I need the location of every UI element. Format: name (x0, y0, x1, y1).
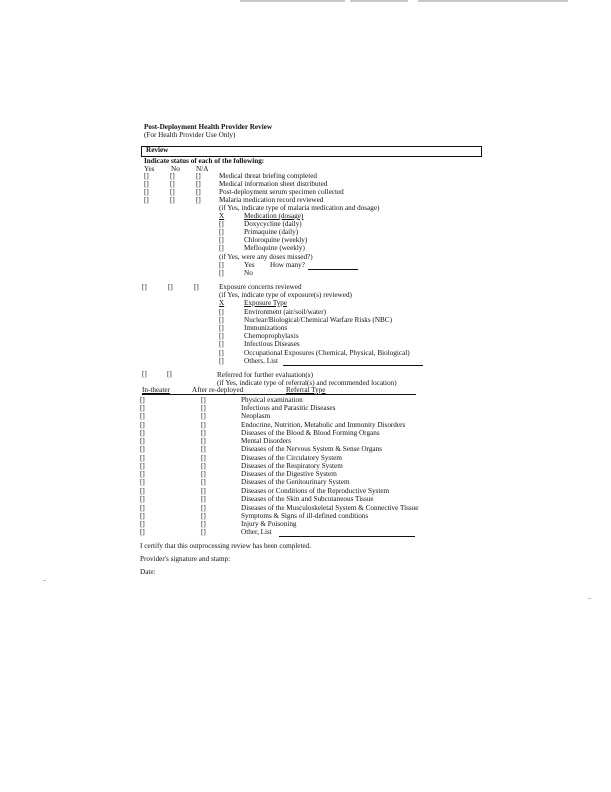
in-theater-checkbox[interactable]: [] (140, 478, 145, 486)
referral-type-label: Diseases of the Skin and Subcutaneous Tissue (241, 495, 374, 503)
referral-type-label: Diseases of the Nervous System & Sense Organs (241, 445, 383, 453)
scan-speck (43, 580, 46, 581)
scan-speck (588, 598, 591, 599)
referral-no-checkbox[interactable]: [] (167, 370, 172, 378)
after-redeployed-checkbox[interactable]: [] (201, 512, 206, 520)
malaria-med-checkbox[interactable]: [] (219, 228, 224, 236)
malaria-med-checkbox[interactable]: [] (219, 236, 224, 244)
after-redeployed-header: After re-deployed (192, 386, 244, 394)
malaria-prompt: (if Yes, indicate type of malaria medication and dosage) (219, 204, 380, 212)
status-yes-checkbox[interactable]: [] (144, 172, 149, 180)
malaria-med-label: Primaquine (daily) (244, 228, 299, 236)
referral-type-label: Diseases of the Circulatory System (241, 454, 343, 462)
in-theater-checkbox[interactable]: [] (140, 462, 145, 470)
in-theater-checkbox[interactable]: [] (140, 528, 145, 536)
status-instruction: Indicate status of each of the following: (144, 157, 265, 165)
referral-yes-checkbox[interactable]: [] (142, 370, 147, 378)
status-item-label: Medical threat briefing completed (219, 172, 317, 180)
status-yes-checkbox[interactable]: [] (144, 180, 149, 188)
in-theater-checkbox[interactable]: [] (140, 429, 145, 437)
after-redeployed-checkbox[interactable]: [] (201, 454, 206, 462)
after-redeployed-checkbox[interactable]: [] (201, 528, 206, 536)
exposure-type-checkbox[interactable]: [] (219, 316, 224, 324)
referral-type-label: Injury & Poisoning (241, 520, 297, 528)
status-na-checkbox[interactable]: [] (196, 196, 201, 204)
after-redeployed-checkbox[interactable]: [] (201, 462, 206, 470)
scan-edge-line (240, 0, 345, 2)
referral-type-label: Diseases of the Respiratory System (241, 462, 343, 470)
exposure-type-label: Occupational Exposures (Chemical, Physical, Biological) (244, 349, 410, 357)
how-many-label: How many? (270, 261, 305, 269)
exposure-other-input-line[interactable] (283, 365, 423, 366)
malaria-x-mark: X (219, 212, 225, 220)
exposure-type-checkbox[interactable]: [] (219, 349, 224, 357)
referral-type-label: Diseases of the Blood & Blood Forming Organs (241, 429, 380, 437)
exposure-na-checkbox[interactable]: [] (194, 283, 199, 291)
form-title: Post-Deployment Health Provider Review (144, 123, 273, 131)
referral-type-label: Infectious and Parasitic Diseases (241, 404, 336, 412)
exposure-type-checkbox[interactable]: [] (219, 308, 224, 316)
status-yes-checkbox[interactable]: [] (144, 196, 149, 204)
missed-yes-checkbox[interactable]: [] (219, 261, 224, 269)
referral-type-label: Other, List (241, 528, 272, 536)
after-redeployed-checkbox[interactable]: [] (201, 495, 206, 503)
malaria-med-checkbox[interactable]: [] (219, 244, 224, 252)
in-theater-checkbox[interactable]: [] (140, 396, 145, 404)
exposure-type-checkbox[interactable]: [] (219, 324, 224, 332)
referral-type-label: Neoplasm (241, 412, 271, 420)
status-no-checkbox[interactable]: [] (170, 172, 175, 180)
exposure-prompt: (if Yes, indicate type of exposure(s) reviewed) (219, 291, 352, 299)
how-many-input-line[interactable] (308, 269, 358, 270)
after-redeployed-checkbox[interactable]: [] (201, 445, 206, 453)
in-theater-checkbox[interactable]: [] (140, 487, 145, 495)
certify-statement: I certify that this outprocessing review has been completed. (140, 542, 312, 550)
exposure-yes-checkbox[interactable]: [] (142, 283, 147, 291)
referral-type-label: Symptoms & Signs of ill-defined conditions (241, 512, 369, 520)
in-theater-checkbox[interactable]: [] (140, 421, 145, 429)
after-redeployed-checkbox[interactable]: [] (201, 487, 206, 495)
referral-type-label: Diseases of the Genitourinary System (241, 478, 350, 486)
status-na-checkbox[interactable]: [] (196, 188, 201, 196)
review-bar (141, 146, 482, 157)
exposure-title: Exposure concerns reviewed (219, 283, 302, 291)
scan-edge-line (418, 0, 568, 2)
in-theater-checkbox[interactable]: [] (140, 495, 145, 503)
referral-prompt: (if Yes, indicate type of referral(s) and recommended location) (217, 379, 397, 387)
in-theater-checkbox[interactable]: [] (140, 454, 145, 462)
form-subtitle: (For Health Provider Use Only) (144, 131, 236, 139)
referral-type-label: Diseases of the Musculoskeletal System & Connective Tissue (241, 504, 419, 512)
in-theater-checkbox[interactable]: [] (140, 404, 145, 412)
malaria-med-label: Chloroquine (weekly) (244, 236, 308, 244)
signature-label: Provider's signature and stamp: (140, 555, 231, 563)
exposure-type-checkbox[interactable]: [] (219, 357, 224, 365)
referral-other-input-line[interactable] (279, 536, 415, 537)
malaria-med-checkbox[interactable]: [] (219, 220, 224, 228)
exposure-type-checkbox[interactable]: [] (219, 340, 224, 348)
exposure-type-label: Infectious Diseases (244, 340, 300, 348)
after-redeployed-checkbox[interactable]: [] (201, 396, 206, 404)
status-item-label: Post-deployment serum specimen collected (219, 188, 344, 196)
after-redeployed-checkbox[interactable]: [] (201, 470, 206, 478)
referral-type-label: Endocrine, Nutrition, Metabolic and Immunity Disorders (241, 421, 406, 429)
exposure-type-label: Immunizations (244, 324, 288, 332)
status-yes-checkbox[interactable]: [] (144, 188, 149, 196)
in-theater-header: In-theater (142, 386, 170, 394)
status-no-checkbox[interactable]: [] (170, 180, 175, 188)
in-theater-checkbox[interactable]: [] (140, 520, 145, 528)
referral-type-header: Referral Type (286, 386, 326, 394)
referral-header-rule (142, 394, 416, 395)
in-theater-checkbox[interactable]: [] (140, 445, 145, 453)
status-item-label: Malaria medication record reviewed (219, 196, 324, 204)
exposure-type-label: Environment (air/soil/water) (244, 308, 327, 316)
after-redeployed-checkbox[interactable]: [] (201, 520, 206, 528)
missed-doses-prompt: (if Yes, were any doses missed?) (219, 253, 313, 261)
missed-no-checkbox[interactable]: [] (219, 269, 224, 277)
after-redeployed-checkbox[interactable]: [] (201, 421, 206, 429)
after-redeployed-checkbox[interactable]: [] (201, 504, 206, 512)
status-no-checkbox[interactable]: [] (170, 188, 175, 196)
malaria-med-label: Doxycycline (daily) (244, 220, 302, 228)
after-redeployed-checkbox[interactable]: [] (201, 429, 206, 437)
exposure-type-label: Nuclear/Biological/Chemical Warfare Risks (NBC) (244, 316, 392, 324)
referral-type-label: Diseases of the Digestive System (241, 470, 337, 478)
in-theater-checkbox[interactable]: [] (140, 470, 145, 478)
after-redeployed-checkbox[interactable]: [] (201, 404, 206, 412)
in-theater-checkbox[interactable]: [] (140, 504, 145, 512)
in-theater-checkbox[interactable]: [] (140, 512, 145, 520)
exposure-column-header: Exposure Type (244, 299, 288, 307)
review-label: Review (146, 146, 169, 154)
referral-type-label: Physical examination (241, 396, 303, 404)
status-no-checkbox[interactable]: [] (170, 196, 175, 204)
exposure-type-label: Others, List (244, 357, 278, 365)
malaria-column-header: Medication (dosage) (244, 212, 304, 220)
in-theater-checkbox[interactable]: [] (140, 412, 145, 420)
col-yes-header: Yes (144, 165, 155, 173)
after-redeployed-checkbox[interactable]: [] (201, 437, 206, 445)
after-redeployed-checkbox[interactable]: [] (201, 412, 206, 420)
exposure-x-mark: X (219, 299, 225, 307)
status-na-checkbox[interactable]: [] (196, 180, 201, 188)
malaria-med-label: Mefloquine (weekly) (244, 244, 305, 252)
col-na-header: N/A (196, 165, 209, 173)
col-no-header: No (171, 165, 180, 173)
missed-no-label: No (244, 269, 253, 277)
scan-edge-line (350, 0, 408, 2)
referral-title: Referred for further evaluation(s) (217, 371, 313, 379)
missed-yes-label: Yes (244, 261, 255, 269)
after-redeployed-checkbox[interactable]: [] (201, 478, 206, 486)
in-theater-checkbox[interactable]: [] (140, 437, 145, 445)
status-na-checkbox[interactable]: [] (196, 172, 201, 180)
exposure-no-checkbox[interactable]: [] (168, 283, 173, 291)
exposure-type-label: Chemoprophylaxis (244, 332, 299, 340)
exposure-type-checkbox[interactable]: [] (219, 332, 224, 340)
referral-type-label: Mental Disorders (241, 437, 292, 445)
date-label: Date: (140, 568, 156, 576)
referral-type-label: Diseases or Conditions of the Reproductive System (241, 487, 390, 495)
status-item-label: Medical information sheet distributed (219, 180, 328, 188)
